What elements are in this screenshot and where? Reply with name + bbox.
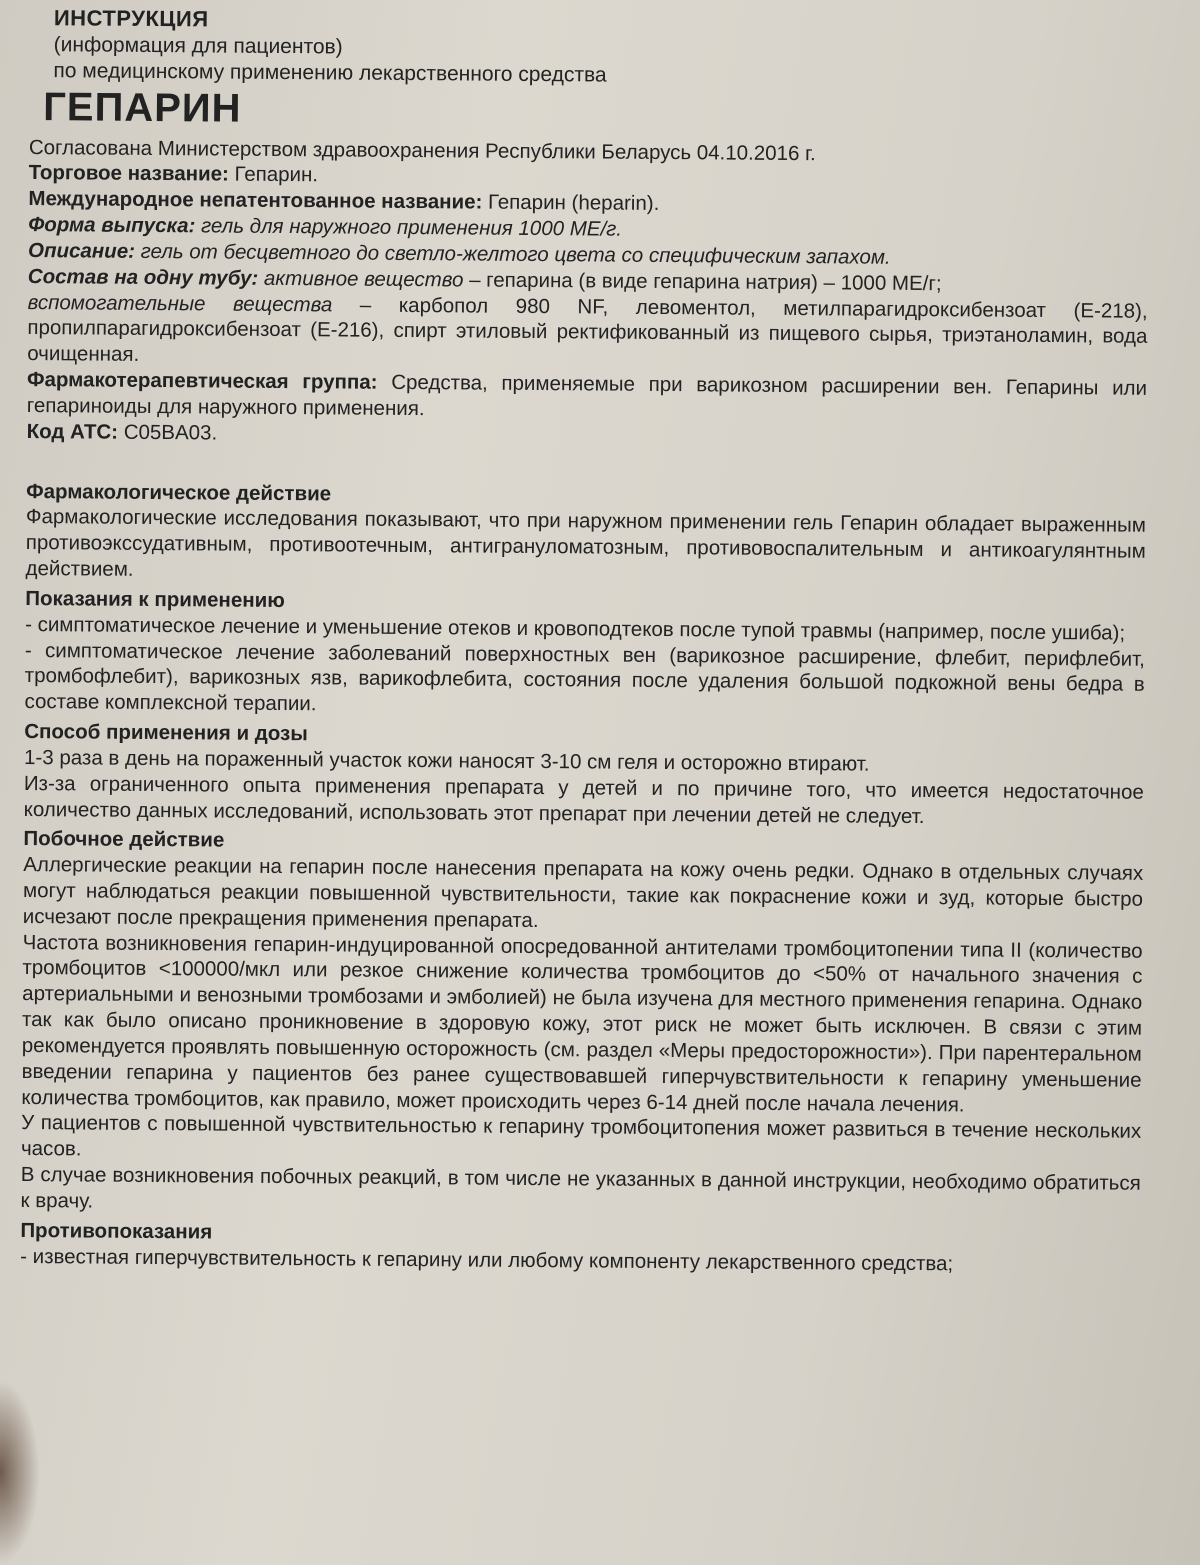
atc-label: Код АТС: <box>26 419 119 444</box>
excipients <box>27 290 1148 376</box>
trade-name-label: Торговое название: <box>28 161 229 187</box>
composition-label: Состав на одну тубу: <box>27 264 259 290</box>
pharm-action-title: Фармакологическое действие <box>26 479 332 505</box>
trade-name-value: Гепарин. <box>228 163 319 187</box>
indications-title: Показания к применению <box>25 586 285 612</box>
side-effects-text: Аллергические реакции на гепарин после нанесения препарата на кожу очень редки. Однако в отдельных случаях могут наблюдаться реакции повышенной чувствительности, такие как покраснение кожи и зуд, которые быстро исчезают после прекращения применения препарата. <box>22 853 1144 932</box>
contraindication-item: - известная гиперчувствительность к гепарину или любому компоненту лекарственного средства; <box>20 1244 954 1275</box>
dosage-title: Способ применения и дозы <box>24 719 308 746</box>
indication-item: - симптоматическое лечение и уменьшение отеков и кровоподтеков после тупой травмы (например, после ушиба); <box>25 612 1126 645</box>
active-substance-value: – гепарина (в виде гепарина натрия) – 1000 МЕ/г; <box>463 268 942 295</box>
side-effects-text: Частота возникновения гепарин-индуцированной опосредованной антителами тромбоцитопении типа II (количество тромбоцитов <100000/мкл или резкое снижение количества тромбоцитов до <50% от начального значения с артериальными и венозными тромбозами и эмболией) не была изучена для местного применения гепарина. Однако так как было описано проникновение в здоровую кожу, этот риск не может быть исключен. В связи с этим рекомендуется проявлять повышенную осторожность (см. раздел «Меры предосторожности»). При парентеральном введении гепарина у пациентов без ранее существовавшей гиперчувствительности к гепарину уменьшение количества тромбоцитов, как правило, может происходить через 6-14 дней после начала лечения. <box>21 930 1143 1116</box>
side-effects-title: Побочное действие <box>23 827 225 852</box>
doc-subheading-2: по медицинскому применению лекарственного средства <box>53 59 607 87</box>
release-form-label: Форма выпуска: <box>28 213 196 238</box>
finger-shadow <box>0 1380 40 1565</box>
contraindications-title: Противопоказания <box>20 1218 213 1244</box>
active-substance-label: активное вещество <box>258 266 464 292</box>
excipients-label: вспомогательные вещества <box>27 290 333 316</box>
pharmacotherapeutic-group <box>27 367 1147 427</box>
doc-heading: ИНСТРУКЦИЯ <box>53 5 209 32</box>
pharm-action-text: Фармакологические исследования показывают, что при наружном применении гель Гепарин обладает выраженным противоэкссудативным, противоотечным, антигрануломатозным, противовоспалительным и антикоагулянтным действием. <box>25 505 1147 581</box>
drug-title: ГЕПАРИН <box>43 84 242 131</box>
leaflet-content <box>20 4 1150 1278</box>
dosage-text-children: Из-за ограниченного опыта применения препарата у детей и по причине того, что имеется недостаточное количество данных исследований, использовать этот препарат при лечении детей не следует. <box>23 771 1144 828</box>
doc-subheading: (информация для пациентов) <box>53 32 343 59</box>
excipients-value: – карбопол 980 NF, левоментол, метилпарагидроксибензоат (Е-218), пропилпарагидроксибензоат (Е-216), спирт этиловый ректификованный из пищевого сырья, триэтаноламин, вода очищенная. <box>27 292 1148 367</box>
inn-label: Международное непатентованное название: <box>28 187 483 214</box>
inn-value: Гепарин (heparin). <box>482 190 660 216</box>
group-label: Фармакотерапевтическая группа: <box>26 368 378 394</box>
side-effects-text: У пациентов с повышенной чувствительностью к гепарину тромбоцитопения может развиться в течение нескольких часов. <box>20 1111 1142 1161</box>
side-effects-text: В случае возникновения побочных реакций, в том числе не указанных в данной инструкции, необходимо обратиться к врачу. <box>20 1163 1141 1213</box>
approval-line: Согласована Министерством здравоохранения Республики Беларусь 04.10.2016 г. <box>28 135 816 165</box>
atc-value: C05BA03. <box>117 420 218 445</box>
group-value: Средства, применяемые при варикозном расширении вен. Гепарины или гепариноиды для наружного применения. <box>26 370 1148 421</box>
description-label: Описание: <box>27 238 136 263</box>
description-value: гель от бесцветного до светло-желтого цвета со специфическим запахом. <box>134 239 891 269</box>
release-form-value: гель для наружного применения 1000 МЕ/г. <box>195 214 623 241</box>
dosage-text: 1-3 раза в день на пораженный участок кожи наносят 3-10 см геля и осторожно втирают. <box>23 745 870 776</box>
indication-item: - симптоматическое лечение заболеваний поверхностных вен (варикозное расширение, флебит, перифлебит, тромбофлебит), варикозных язв, варикофлебита, состояния после удаления большой подкожной вены бедра в составе комплексной терапии. <box>24 638 1145 716</box>
